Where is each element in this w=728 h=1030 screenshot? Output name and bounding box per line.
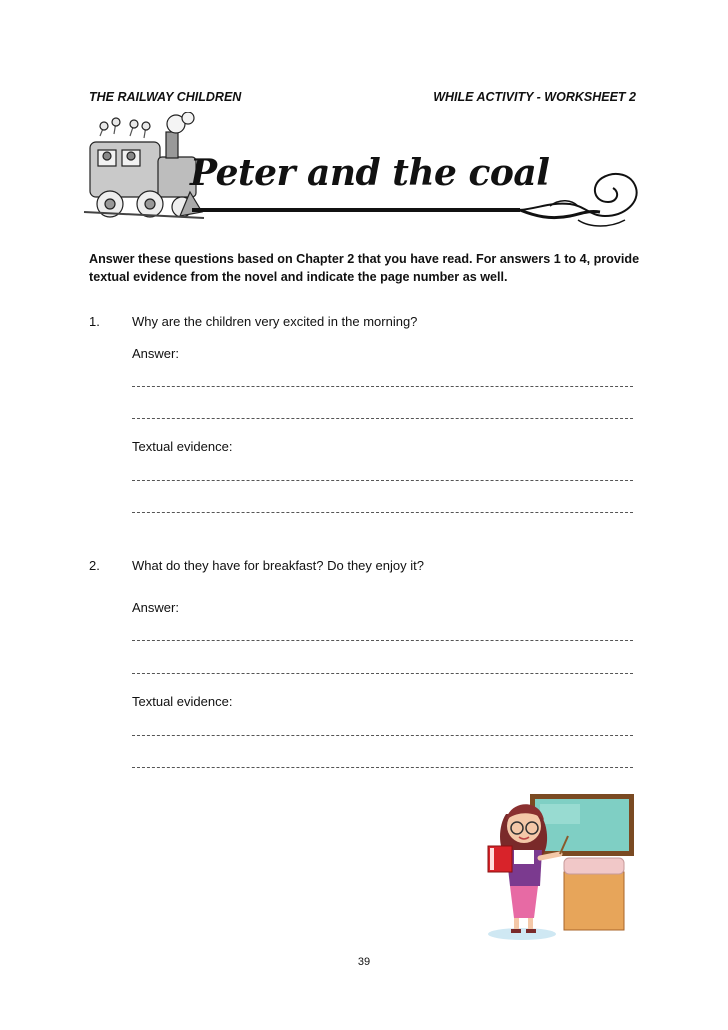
header-title: THE RAILWAY CHILDREN (89, 90, 242, 104)
train-illustration (84, 112, 204, 218)
answer-line[interactable] (132, 418, 633, 419)
evidence-line[interactable] (132, 735, 633, 736)
answer-label: Answer: (132, 346, 179, 361)
question-text: Why are the children very excited in the morning? (132, 314, 418, 329)
question-number: 1. (89, 314, 100, 329)
evidence-line[interactable] (132, 480, 633, 481)
question-number: 2. (89, 558, 100, 573)
evidence-label: Textual evidence: (132, 439, 233, 454)
header-worksheet: WHILE ACTIVITY - WORKSHEET 2 (433, 90, 636, 104)
page-number: 39 (357, 956, 371, 968)
answer-line[interactable] (132, 673, 633, 674)
answer-line[interactable] (132, 640, 633, 641)
answer-label: Answer: (132, 600, 179, 615)
evidence-line[interactable] (132, 767, 633, 768)
answer-line[interactable] (132, 386, 633, 387)
page-title: Peter and the coal (190, 152, 550, 194)
instructions: Answer these questions based on Chapter 2 that you have read. For answers 1 to 4, provide textual evidence from the novel and indicate the page number as well. (89, 252, 640, 284)
question-text: What do they have for breakfast? Do they enjoy it? (132, 558, 424, 573)
teacher-illustration (484, 786, 644, 946)
evidence-label: Textual evidence: (132, 694, 233, 709)
evidence-line[interactable] (132, 512, 633, 513)
